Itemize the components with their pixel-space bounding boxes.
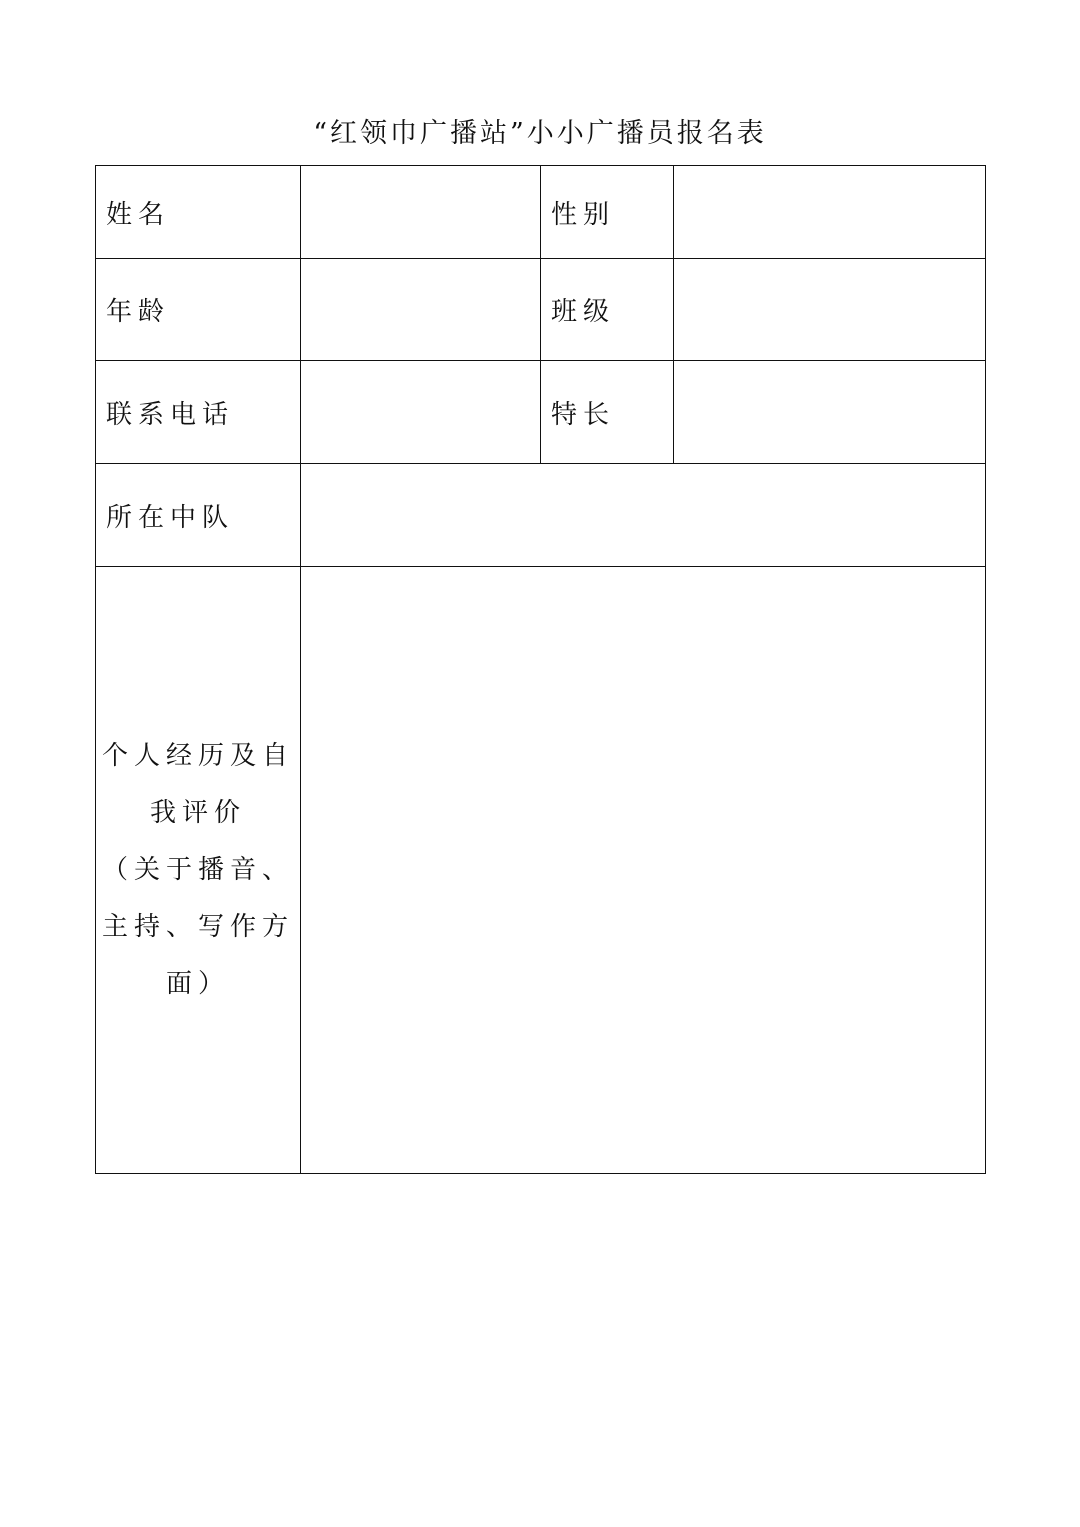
experience-field[interactable]	[301, 567, 986, 1174]
gender-label: 性别	[541, 166, 674, 259]
experience-label-line: 我评价	[149, 797, 246, 828]
name-label: 姓名	[96, 166, 301, 259]
experience-label-line: 个人经历及自	[101, 740, 294, 771]
age-label: 年龄	[96, 259, 301, 361]
squadron-field[interactable]	[301, 464, 986, 567]
class-label: 班级	[541, 259, 674, 361]
specialty-field[interactable]	[674, 361, 986, 464]
row-age-class	[96, 259, 986, 361]
age-field[interactable]	[301, 259, 541, 361]
gender-field[interactable]	[674, 166, 986, 259]
experience-label-line: 面）	[165, 968, 230, 999]
phone-label: 联系电话	[96, 361, 301, 464]
specialty-label: 特长	[541, 361, 674, 464]
row-name-gender	[96, 166, 986, 259]
name-field[interactable]	[301, 166, 541, 259]
experience-label-line: （关于播音、	[101, 854, 294, 885]
experience-label-line: 主持、写作方	[101, 911, 294, 942]
experience-label	[96, 567, 301, 1174]
row-experience	[96, 567, 986, 1174]
class-field[interactable]	[674, 259, 986, 361]
phone-field[interactable]	[301, 361, 541, 464]
registration-form-table	[95, 165, 986, 1174]
row-squadron	[96, 464, 986, 567]
form-title: “红领巾广播站”小小广播员报名表	[313, 118, 767, 149]
row-phone-specialty	[96, 361, 986, 464]
squadron-label: 所在中队	[96, 464, 301, 567]
